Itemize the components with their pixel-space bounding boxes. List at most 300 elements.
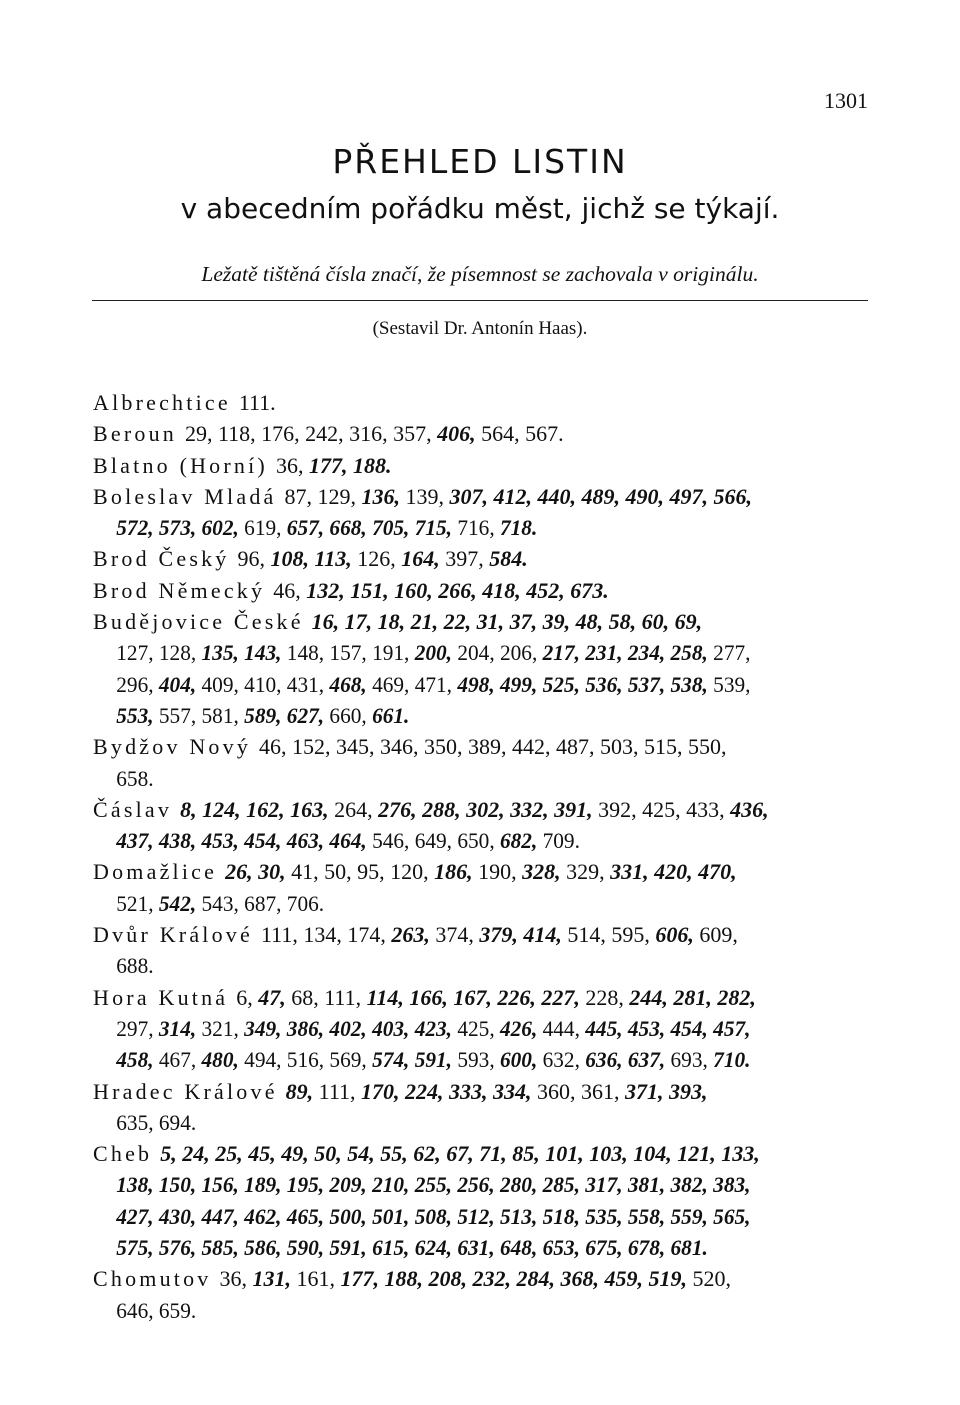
document-number-original: 537, (627, 671, 666, 697)
document-number-original: 333, (449, 1078, 488, 1104)
document-number-original: 24, (182, 1141, 210, 1167)
document-number: 96, (237, 546, 265, 572)
document-number-original: 383, (713, 1172, 751, 1198)
document-number: 409, (201, 671, 239, 697)
document-number-original: 631, (457, 1235, 495, 1261)
document-number: 127, (116, 640, 154, 666)
place-name: Albrechtice (93, 390, 231, 415)
document-number-original: 465, (286, 1203, 325, 1229)
document-number-original: 22, (443, 609, 472, 635)
index-entry (93, 1076, 869, 1107)
index-entry (93, 856, 869, 887)
document-number-original: 624, (414, 1235, 453, 1261)
document-number: 467, (158, 1047, 197, 1073)
document-number-original: 67, (446, 1141, 474, 1167)
index-entry-continuation (93, 700, 845, 731)
document-number-original: 464, (329, 828, 367, 854)
index-entry-continuation (93, 669, 845, 700)
document-number: 593, (457, 1047, 495, 1073)
document-number-original: 200, (414, 640, 453, 666)
document-number: 360, (537, 1078, 576, 1104)
index-entry (93, 450, 869, 481)
place-name: Blatno (Horní) (93, 452, 268, 478)
document-number: 6, (236, 984, 253, 1010)
document-number-original: 177, (308, 452, 348, 478)
document-number: 95, (357, 859, 385, 885)
document-number-original: 255, (414, 1172, 453, 1198)
document-number: 425, (457, 1015, 495, 1041)
document-number-original: 710. (713, 1047, 751, 1073)
place-name: Budějovice České (93, 609, 304, 635)
document-number-original: 54, (347, 1141, 375, 1167)
document-number: 487, (556, 734, 595, 760)
document-number-original: 430, (158, 1203, 197, 1229)
index-entry (93, 606, 869, 637)
document-number: 442, (512, 734, 551, 760)
place-name: Hora Kutná (93, 984, 229, 1010)
document-number: 111. (238, 390, 276, 415)
document-number: 431, (286, 671, 325, 697)
document-number-original: 280, (499, 1172, 538, 1198)
document-number: 444, (542, 1015, 580, 1041)
document-number-original: 565, (713, 1203, 751, 1229)
document-number: 709. (542, 828, 580, 854)
document-number-original: 436, (730, 796, 769, 822)
document-number-original: 423, (414, 1015, 453, 1041)
index-entry-continuation (93, 1107, 845, 1138)
document-number: 550, (688, 734, 727, 760)
document-number: 228, (585, 984, 624, 1010)
document-number-original: 589, (244, 702, 282, 728)
place-name: Dvůr Králové (93, 922, 253, 948)
document-number: 569, (329, 1047, 367, 1073)
document-number-original: 606, (655, 922, 694, 948)
document-number-original: 371, (625, 1078, 664, 1104)
document-number-original: 678, (627, 1235, 666, 1261)
document-number-original: 136, (361, 483, 400, 509)
document-number: 161, (296, 1266, 335, 1292)
document-number: 36, (275, 452, 304, 478)
document-number-original: 500, (329, 1203, 367, 1229)
index-entry (93, 387, 869, 418)
index-entry (93, 794, 869, 825)
document-number-original: 463, (286, 828, 325, 854)
document-number: 118, (217, 421, 256, 447)
document-number: 619, (244, 515, 282, 541)
document-number: 174, (347, 922, 386, 948)
index-entry (93, 919, 869, 950)
place-name: Brod Český (93, 546, 230, 572)
document-number-original: 49, (281, 1141, 309, 1167)
document-number: 111, (318, 1078, 356, 1104)
document-number-original: 681. (670, 1235, 708, 1261)
document-number-original: 17, (344, 609, 373, 635)
document-number-original: 600, (499, 1047, 538, 1073)
document-number-original: 574, (372, 1047, 410, 1073)
document-number-original: 276, (378, 796, 417, 822)
document-number-original: 591, (329, 1235, 367, 1261)
document-number-original: 636, (585, 1047, 623, 1073)
document-number-original: 224, (405, 1078, 444, 1104)
index-entries (93, 387, 869, 1326)
document-number-original: 166, (409, 984, 448, 1010)
document-number-original: 69, (674, 609, 703, 635)
index-entry (93, 1263, 869, 1294)
document-number-original: 535, (585, 1203, 623, 1229)
document-number-original: 576, (158, 1235, 197, 1261)
index-entry-continuation (93, 1201, 845, 1232)
document-number-original: 39, (542, 609, 571, 635)
document-number: 204, (457, 640, 495, 666)
document-number: 706. (286, 890, 325, 916)
document-number-original: 673. (570, 577, 609, 603)
document-number-original: 30, (258, 859, 286, 885)
document-number: 581, (201, 702, 239, 728)
document-number: 646, (116, 1297, 154, 1323)
document-number: 157, (329, 640, 367, 666)
document-number: 296, (116, 671, 154, 697)
document-number: 494, (244, 1047, 282, 1073)
place-name: Bydžov Nový (93, 734, 252, 760)
document-number-original: 143, (244, 640, 282, 666)
document-number: 87, (284, 483, 312, 509)
document-number-original: 37, (509, 609, 538, 635)
document-number: 297, (116, 1015, 154, 1041)
document-number: 329, (566, 859, 605, 885)
document-number-original: 210, (372, 1172, 410, 1198)
document-number-original: 25, (215, 1141, 243, 1167)
document-number-original: 498, (457, 671, 495, 697)
document-number-original: 518, (542, 1203, 580, 1229)
index-entry-continuation (93, 888, 845, 919)
document-number: 46, (273, 577, 301, 603)
document-number-original: 412, (493, 483, 532, 509)
document-number-original: 31, (476, 609, 505, 635)
divider-rule (92, 300, 868, 301)
document-number: 277, (713, 640, 751, 666)
document-number-original: 591, (414, 1047, 453, 1073)
document-number-original: 653, (542, 1235, 580, 1261)
document-number-original: 499, (499, 671, 538, 697)
document-number-original: 151, (350, 577, 389, 603)
document-number-original: 167, (453, 984, 492, 1010)
document-number-original: 170, (361, 1078, 400, 1104)
document-number-original: 512, (457, 1203, 495, 1229)
document-number-original: 227, (541, 984, 580, 1010)
document-number-original: 454, (670, 1015, 708, 1041)
index-entry (93, 543, 869, 574)
document-number: 68, (291, 984, 319, 1010)
document-number-original: 108, (270, 546, 309, 572)
document-number-original: 391, (554, 796, 593, 822)
index-entry-continuation (93, 1232, 845, 1263)
document-number: 539, (713, 671, 751, 697)
index-entry (93, 731, 869, 762)
document-number: 595, (611, 922, 650, 948)
document-number-original: 402, (329, 1015, 367, 1041)
document-number-original: 575, (116, 1235, 154, 1261)
index-entry-continuation (93, 637, 845, 668)
document-number-original: 718. (499, 515, 538, 541)
document-number-original: 58, (608, 609, 637, 635)
document-number-original: 590, (286, 1235, 325, 1261)
document-number: 128, (158, 640, 197, 666)
document-number-original: 468, (329, 671, 367, 697)
document-number: 650, (457, 828, 495, 854)
document-number: 29, (184, 421, 213, 447)
index-entry (93, 575, 869, 606)
document-number-original: 489, (581, 483, 620, 509)
document-number-original: 177, (340, 1266, 379, 1292)
document-number: 635, (116, 1109, 154, 1135)
document-number-original: 572, (116, 515, 154, 541)
document-number-original: 334, (493, 1078, 532, 1104)
document-number-original: 459, (604, 1266, 643, 1292)
document-number: 350, (424, 734, 463, 760)
document-number-original: 285, (542, 1172, 580, 1198)
document-number-original: 418, (482, 577, 521, 603)
document-number-original: 62, (413, 1141, 441, 1167)
document-number-original: 386, (286, 1015, 325, 1041)
document-number-original: 331, (610, 859, 649, 885)
document-number: 389, (468, 734, 507, 760)
document-number-original: 661. (372, 702, 410, 728)
document-number: 716, (457, 515, 495, 541)
document-number-original: 266, (438, 577, 477, 603)
place-name: Hradec Králové (93, 1078, 278, 1104)
document-number-original: 501, (372, 1203, 410, 1229)
document-number-original: 231, (585, 640, 623, 666)
document-number: 609, (699, 922, 738, 948)
document-number-original: 103, (589, 1141, 628, 1167)
place-name: Beroun (93, 421, 177, 447)
document-number-original: 195, (286, 1172, 325, 1198)
document-number: 521, (116, 890, 154, 916)
document-number-original: 135, (201, 640, 239, 666)
document-number-original: 47, (258, 984, 286, 1010)
document-number: 659. (158, 1297, 197, 1323)
document-number-original: 5, (160, 1141, 177, 1167)
document-number-original: 657, (286, 515, 325, 541)
page-number: 1301 (824, 88, 868, 113)
page-title: PŘEHLED LISTIN (332, 142, 628, 181)
document-number-original: 584. (489, 546, 528, 572)
document-number-original: 244, (629, 984, 668, 1010)
document-number: 543, (201, 890, 239, 916)
document-number-original: 586, (244, 1235, 282, 1261)
document-number: 471, (414, 671, 453, 697)
place-name: Chomutov (93, 1266, 212, 1292)
document-number-original: 382, (670, 1172, 708, 1198)
document-number-original: 45, (248, 1141, 276, 1167)
document-number: 206, (499, 640, 538, 666)
document-number-original: 715, (414, 515, 453, 541)
document-number-original: 101, (545, 1141, 584, 1167)
document-number-original: 437, (116, 828, 154, 854)
document-number-original: 705, (372, 515, 410, 541)
document-number-original: 332, (510, 796, 549, 822)
document-number-original: 234, (627, 640, 666, 666)
document-number: 515, (644, 734, 683, 760)
document-number-original: 189, (244, 1172, 282, 1198)
document-number-original: 133, (721, 1141, 760, 1167)
document-number-original: 307, (449, 483, 488, 509)
document-number: 557, (158, 702, 197, 728)
document-number-original: 208, (428, 1266, 467, 1292)
document-number-original: 513, (499, 1203, 538, 1229)
document-number: 694. (158, 1109, 197, 1135)
document-number: 361, (581, 1078, 620, 1104)
document-number-original: 131, (252, 1266, 291, 1292)
document-number-original: 186, (434, 859, 473, 885)
document-number-original: 317, (585, 1172, 623, 1198)
document-number-original: 454, (244, 828, 282, 854)
document-number-original: 113, (314, 546, 352, 572)
document-number: 649, (414, 828, 453, 854)
document-number-original: 381, (627, 1172, 666, 1198)
document-number: 688. (116, 953, 154, 979)
document-number: 120, (390, 859, 429, 885)
document-number: 346, (380, 734, 419, 760)
document-number-original: 542, (158, 890, 197, 916)
document-number-original: 536, (585, 671, 623, 697)
document-number-original: 163, (290, 796, 329, 822)
document-number: 129, (317, 483, 356, 509)
document-number-original: 314, (158, 1015, 197, 1041)
document-number-original: 585, (201, 1235, 239, 1261)
document-number-original: 18, (377, 609, 406, 635)
document-number: 632, (542, 1047, 580, 1073)
document-number-original: 232, (472, 1266, 511, 1292)
document-number: 36, (219, 1266, 247, 1292)
document-number: 469, (372, 671, 410, 697)
document-number: 425, (642, 796, 681, 822)
document-number-original: 426, (499, 1015, 538, 1041)
document-number: 514, (567, 922, 606, 948)
document-number-original: 627, (286, 702, 325, 728)
document-number-original: 573, (158, 515, 197, 541)
index-entry (93, 481, 869, 512)
place-name: Brod Německý (93, 577, 266, 603)
document-number-original: 55, (380, 1141, 408, 1167)
document-number-original: 393, (669, 1078, 708, 1104)
document-number-original: 263, (391, 922, 430, 948)
document-number-original: 414, (523, 922, 562, 948)
document-number-original: 457, (713, 1015, 751, 1041)
document-number-original: 379, (479, 922, 518, 948)
document-number: 264, (334, 796, 373, 822)
document-number-original: 675, (585, 1235, 623, 1261)
document-number-original: 490, (625, 483, 664, 509)
document-number: 392, (598, 796, 637, 822)
compiler-credit: (Sestavil Dr. Antonín Haas). (372, 318, 588, 339)
document-number: 567. (525, 421, 564, 447)
index-entry-continuation (93, 1295, 845, 1326)
document-number: 687, (244, 890, 282, 916)
document-number-original: 452, (526, 577, 565, 603)
document-number: 410, (244, 671, 282, 697)
document-number-original: 162, (246, 796, 285, 822)
document-number-original: 114, (366, 984, 404, 1010)
document-number: 433, (686, 796, 725, 822)
document-number-original: 615, (372, 1235, 410, 1261)
document-number: 46, (259, 734, 287, 760)
document-number-original: 188, (384, 1266, 423, 1292)
document-number-original: 453, (627, 1015, 666, 1041)
place-name: Boleslav Mladá (93, 483, 277, 509)
document-number-original: 124, (202, 796, 241, 822)
document-number: 126, (357, 546, 396, 572)
document-number-original: 458, (116, 1047, 154, 1073)
index-entry-continuation (93, 950, 845, 981)
place-name: Domažlice (93, 859, 218, 885)
place-name: Čáslav (93, 796, 173, 822)
document-number: 316, (349, 421, 388, 447)
document-number-original: 89, (285, 1078, 314, 1104)
document-number-original: 440, (537, 483, 576, 509)
document-number: 152, (292, 734, 331, 760)
document-number-original: 302, (466, 796, 505, 822)
document-number-original: 284, (516, 1266, 555, 1292)
document-number-original: 258, (670, 640, 708, 666)
document-number: 345, (336, 734, 375, 760)
index-entry-continuation (93, 1013, 845, 1044)
document-number: 658. (116, 765, 154, 791)
document-number-original: 209, (329, 1172, 367, 1198)
document-number-original: 60, (641, 609, 670, 635)
document-number: 111, (324, 984, 362, 1010)
document-number-original: 406, (437, 421, 476, 447)
typography-note: Ležatě tištěná čísla značí, že písemnost se zachovala v originálu. (201, 262, 759, 286)
index-entry (93, 982, 869, 1013)
document-number-original: 85, (512, 1141, 540, 1167)
document-number-original: 559, (670, 1203, 708, 1229)
document-number-original: 445, (585, 1015, 623, 1041)
document-number-original: 497, (669, 483, 708, 509)
document-number-original: 156, (201, 1172, 239, 1198)
document-number-original: 447, (201, 1203, 239, 1229)
page-subtitle: v abecedním pořádku měst, jichž se týkají. (180, 192, 780, 225)
document-number: 546, (372, 828, 410, 854)
document-number-original: 470, (698, 859, 737, 885)
index-entry-continuation (93, 825, 845, 856)
document-number-original: 48, (575, 609, 604, 635)
document-number-original: 480, (201, 1047, 239, 1073)
document-number: 357, (393, 421, 432, 447)
document-number-original: 602, (201, 515, 239, 541)
document-number-original: 50, (314, 1141, 342, 1167)
document-number-original: 16, (311, 609, 340, 635)
document-number: 242, (305, 421, 344, 447)
document-number-original: 453, (201, 828, 239, 854)
document-number-original: 553, (116, 702, 154, 728)
index-entry-continuation (93, 512, 845, 543)
document-number-original: 8, (180, 796, 197, 822)
document-number-original: 104, (633, 1141, 672, 1167)
document-number-original: 288, (422, 796, 461, 822)
document-number: 520, (692, 1266, 731, 1292)
document-number-original: 403, (372, 1015, 410, 1041)
document-number: 374, (435, 922, 474, 948)
document-number-original: 121, (677, 1141, 716, 1167)
document-number-original: 256, (457, 1172, 495, 1198)
document-number-original: 26, (225, 859, 253, 885)
document-number: 190, (478, 859, 517, 885)
document-number: 134, (303, 922, 342, 948)
document-number-original: 420, (654, 859, 693, 885)
document-number-original: 637, (627, 1047, 666, 1073)
document-number-original: 682, (499, 828, 538, 854)
